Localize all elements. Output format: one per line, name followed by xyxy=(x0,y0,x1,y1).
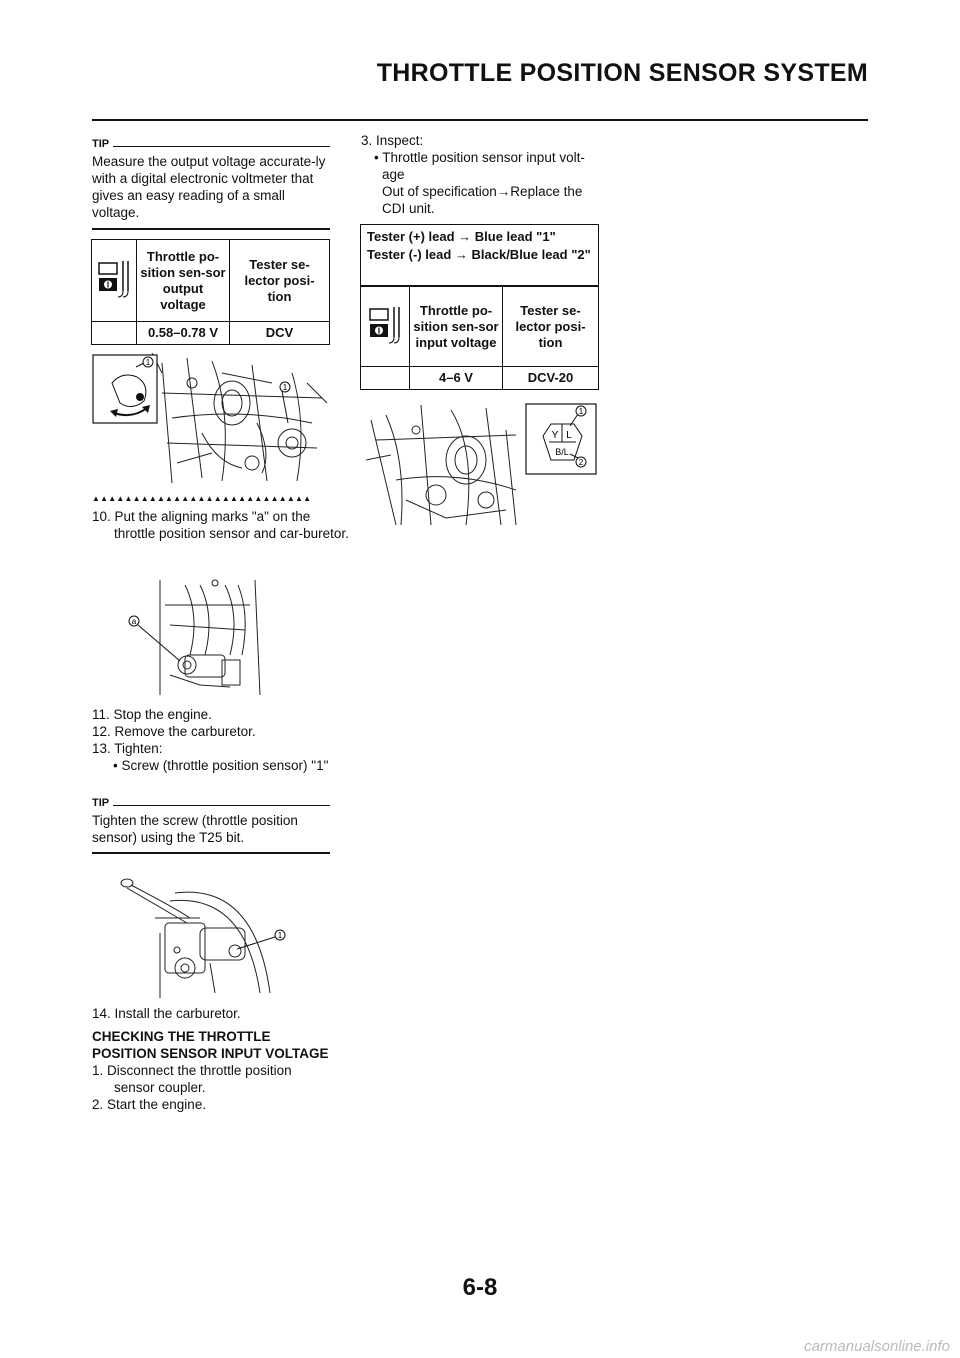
multimeter-icon xyxy=(361,287,410,367)
connector-label-l: L xyxy=(566,430,572,441)
page-number: 6-8 xyxy=(462,1274,498,1301)
tip-text: Measure the output voltage accurate-ly with a digital electronic voltmeter that gives an easy reading of a small voltage. xyxy=(92,154,326,220)
callout-1: 1 xyxy=(145,358,151,367)
step-3: 3. Inspect: xyxy=(361,133,424,148)
callout-1c: 1 xyxy=(277,931,283,940)
spec-value-selector: DCV-20 xyxy=(503,367,599,390)
steps-14-2 xyxy=(92,1005,330,1113)
tester-leads-box xyxy=(360,224,599,286)
callout-1d: 1 xyxy=(578,407,584,416)
connector-label-bl: B/L xyxy=(555,447,569,457)
tip-label: TIP xyxy=(92,138,110,150)
step-14: 14. Install the carburetor. xyxy=(92,1006,241,1021)
figure-aligning-marks xyxy=(120,575,270,700)
step-11: 11. Stop the engine. xyxy=(92,707,212,722)
spec-value-voltage: 0.58–0.78 V xyxy=(137,322,230,345)
callout-1b: 1 xyxy=(282,383,288,392)
spec-header-voltage: Throttle po-sition sen-sor output voltage xyxy=(137,240,230,322)
spec-header-selector: Tester se-lector posi-tion xyxy=(230,240,330,322)
figure-connector-inspection xyxy=(366,400,600,528)
step-13: 13. Tighten: xyxy=(92,741,163,756)
figure-tighten-screw xyxy=(115,873,300,998)
multimeter-icon xyxy=(92,240,137,322)
step-10: 10. Put the aligning marks "a" on the throttle position sensor and car-buretor. xyxy=(92,509,349,541)
lead-minus: Tester (-) lead → Black/Blue lead "2" xyxy=(367,247,591,262)
header-rule xyxy=(92,119,868,121)
tip-text: Tighten the screw (throttle position sensor) using the T25 bit. xyxy=(92,813,298,845)
section-heading: CHECKING THE THROTTLE POSITION SENSOR INPUT VOLTAGE xyxy=(92,1029,329,1061)
step-3-block xyxy=(361,132,599,217)
connector-label-y: Y xyxy=(551,430,559,441)
callout-a: a xyxy=(131,617,137,626)
tip-label: TIP xyxy=(92,797,110,809)
tip-block-2 xyxy=(92,797,330,854)
end-marker-triangles: ▲▲▲▲▲▲▲▲▲▲▲▲▲▲▲▲▲▲▲▲▲▲▲▲▲▲▲ xyxy=(92,494,312,503)
spec-table-input xyxy=(360,286,599,390)
tip-block-1 xyxy=(92,138,330,230)
spec-value-voltage: 4–6 V xyxy=(410,367,503,390)
step-13-bullet: • Screw (throttle position sensor) "1" xyxy=(113,758,329,773)
spec-header-voltage: Throttle po-sition sen-sor input voltage xyxy=(410,287,503,367)
callout-2: 2 xyxy=(578,458,584,467)
step-12: 12. Remove the carburetor. xyxy=(92,724,256,739)
step-1: 1. Disconnect the throttle position sensor coupler. xyxy=(92,1063,292,1095)
lead-plus: Tester (+) lead → Blue lead "1" xyxy=(367,229,556,244)
spec-table-output xyxy=(91,239,330,345)
spec-value-selector: DCV xyxy=(230,322,330,345)
step-3-note: Out of specification→Replace the CDI unit. xyxy=(382,184,583,216)
steps-11-13 xyxy=(92,706,330,774)
step-3-bullet: • Throttle position sensor input volt-age xyxy=(374,150,585,182)
watermark: carmanualsonline.info xyxy=(804,1338,950,1355)
spec-header-selector: Tester se-lector posi-tion xyxy=(503,287,599,367)
page-title: THROTTLE POSITION SENSOR SYSTEM xyxy=(376,59,868,87)
step-2: 2. Start the engine. xyxy=(92,1097,207,1112)
figure-throttle-sensor-inspection xyxy=(92,353,330,485)
